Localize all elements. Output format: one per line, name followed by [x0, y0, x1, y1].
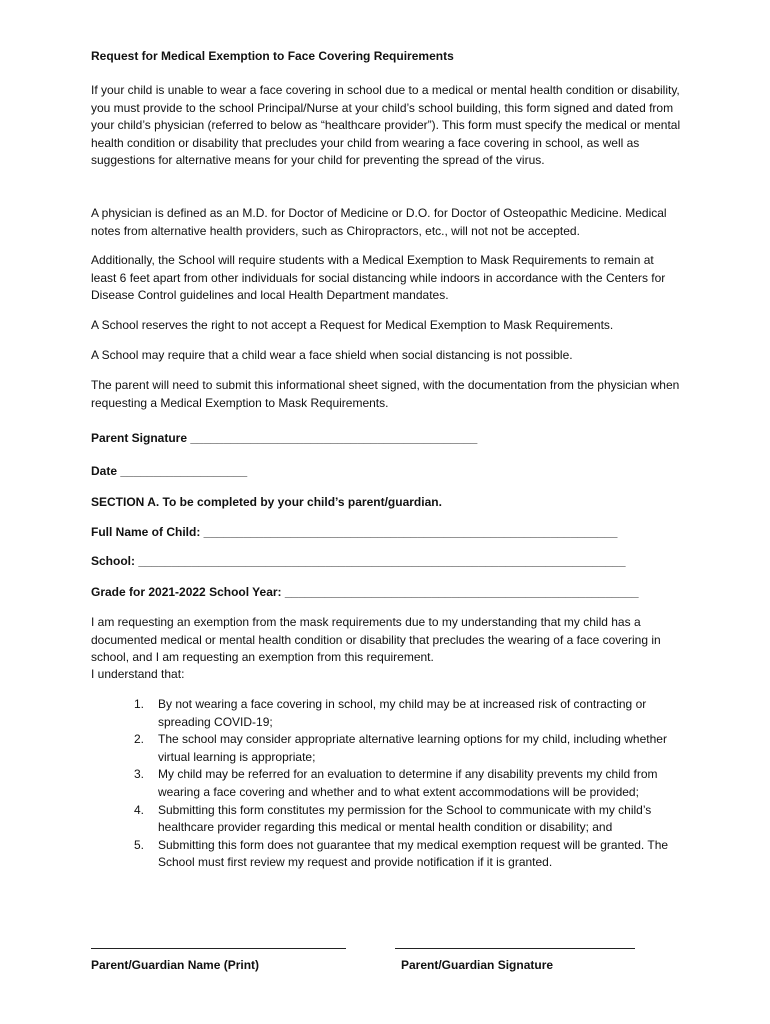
school-field[interactable]: School: _________________________________________________________________________ [91, 554, 626, 568]
grade-field[interactable]: Grade for 2021-2022 School Year: _____________________________________________________ [91, 585, 639, 599]
paragraph-request: I am requesting an exemption from the mask requirements due to my understanding that my child has a documented medical or mental health condition or disability that precludes the wearing of a face covering in school, and I am requesting an exemption from this requirement. [91, 615, 661, 665]
list-item [134, 731, 679, 766]
paragraph-physician-definition: A physician is defined as an M.D. for Doctor of Medicine or D.O. for Doctor of Osteopathic Medicine. Medical notes from alternative health providers, such as Chiropractors, etc., will not not be accepted. [91, 206, 667, 238]
date-field[interactable]: Date ___________________ [91, 464, 248, 478]
list-item [134, 766, 679, 801]
paragraph-reserves-right: A School reserves the right to not accept a Request for Medical Exemption to Mask Requirements. [91, 318, 614, 332]
understand-label: I understand that: [91, 667, 185, 681]
child-name-field[interactable]: Full Name of Child: ______________________________________________________________ [91, 525, 618, 539]
guardian-name-label: Parent/Guardian Name (Print) [91, 958, 260, 972]
list-item-number: 5. [134, 837, 145, 852]
list-item-text: My child may be referred for an evaluation to determine if any disability prevents my child from wearing a face covering and whether and to what extent accommodations will be provided; [158, 767, 658, 799]
paragraph-face-shield: A School may require that a child wear a face shield when social distancing is not possible. [91, 348, 573, 362]
list-item-text: Submitting this form does not guarantee that my medical exemption request will be granted. The School must first review my request and provide notification if it is granted. [158, 837, 669, 870]
guardian-name-line[interactable] [91, 948, 346, 949]
paragraph-intro: If your child is unable to wear a face covering in school due to a medical or mental health condition or disability, you must provide to the school Principal/Nurse at your child’s school building, this form signed and dated from your child’s physician (referred to below as “healthcare provider”). This form must specify the medical or mental health condition or disability that precludes your child from wearing a face covering in school, as well as suggestions for alternative means for your child for preventing the spread of the virus. [91, 83, 681, 168]
list-item-text: The school may consider appropriate alternative learning options for my child, including whether virtual learning is appropriate; [158, 732, 667, 764]
list-item [134, 837, 679, 872]
acknowledgement-list [134, 696, 679, 872]
list-item-text: Submitting this form constitutes my permission for the School to communicate with my child’s healthcare provider regarding this medical or mental health condition or disability; and [158, 802, 652, 835]
parent-signature-field[interactable]: Parent Signature ___________________________________________ [91, 431, 478, 445]
list-item [134, 696, 679, 731]
list-item-number: 1. [134, 697, 145, 711]
list-item-number: 4. [134, 802, 145, 817]
document-title: Request for Medical Exemption to Face Covering Requirements [91, 49, 454, 63]
paragraph-submit-sheet: The parent will need to submit this informational sheet signed, with the documentation from the physician when requesting a Medical Exemption to Mask Requirements. [91, 378, 680, 410]
paragraph-social-distancing: Additionally, the School will require students with a Medical Exemption to Mask Requirements to remain at least 6 feet apart from other individuals for social distancing while indoors in accordance with the Centers for Disease Control guidelines and local Health Department mandates. [91, 253, 666, 303]
list-item-number: 2. [134, 732, 145, 747]
list-item-text: By not wearing a face covering in school, my child may be at increased risk of contracting or spreading COVID-19; [158, 697, 647, 729]
list-item-number: 3. [134, 767, 145, 782]
list-item [134, 802, 679, 837]
guardian-signature-label: Parent/Guardian Signature [401, 958, 554, 972]
guardian-signature-line[interactable] [395, 948, 635, 949]
section-a-heading: SECTION A. To be completed by your child’s parent/guardian. [91, 495, 442, 509]
